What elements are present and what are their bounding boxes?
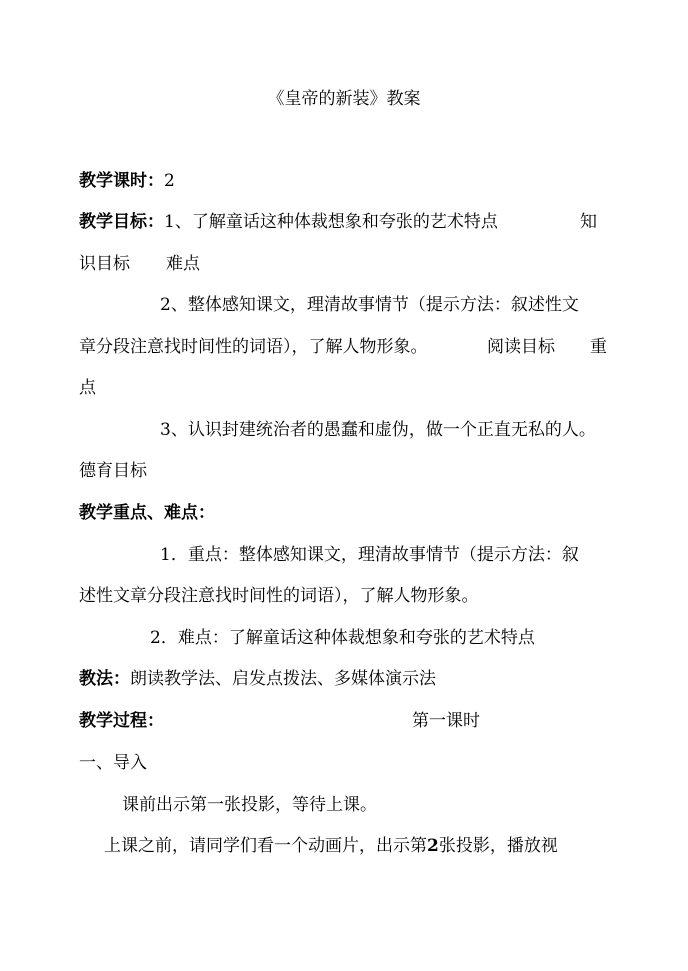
- key-point-2: 2．难点：了解童话这种体裁想象和夸张的艺术特点: [150, 628, 535, 648]
- teaching-hours-value: 2: [164, 171, 175, 191]
- goal-1-tags-line: [79, 253, 200, 275]
- paragraph-2: [104, 835, 558, 857]
- key-points-label: 教学重点、难点：: [79, 503, 215, 523]
- goal-1-tag-knowledge: 知: [580, 212, 597, 232]
- teaching-hours-line: [79, 170, 175, 192]
- key-point-1-line-1: 1．重点：整体感知课文，理清故事情节（提示方法：叙: [160, 545, 579, 565]
- paragraph-1: 课前出示第一张投影，等待上课。: [122, 795, 377, 815]
- method-line: [79, 668, 436, 690]
- method-label: 教法：: [79, 669, 130, 689]
- goal-2-tag-key-2: 点: [79, 378, 96, 398]
- goal-1-text: 1、了解童话这种体裁想象和夸张的艺术特点: [164, 212, 498, 232]
- paragraph-2-number: 2: [427, 836, 439, 856]
- paragraph-2-part-2: 张投影，播放视: [438, 836, 558, 856]
- goal-1-tag-target: 识目标: [79, 254, 130, 274]
- goals-line-1: [79, 211, 498, 233]
- lesson-label: 第一课时: [412, 711, 480, 731]
- process-label: 教学过程：: [79, 711, 164, 731]
- section-1-heading: 一、导入: [79, 753, 147, 773]
- goal-1-tag-difficulty: 难点: [166, 254, 200, 274]
- paragraph-2-part-1: 上课之前，请同学们看一个动画片，出示第: [104, 836, 427, 856]
- goal-2-tag-key-1: 重: [590, 337, 607, 357]
- goal-2-tag-reading: 阅读目标: [487, 337, 555, 357]
- goal-2-line-2: [79, 336, 428, 358]
- document-title: 《皇帝的新装》教案: [267, 89, 421, 109]
- goals-label: 教学目标：: [79, 212, 164, 232]
- goal-3-line-1: 3、认识封建统治者的愚蠢和虚伪，做一个正直无私的人。: [160, 420, 596, 440]
- goal-3-tag-moral: 德育目标: [79, 461, 147, 481]
- teaching-hours-label: 教学课时：: [79, 171, 164, 191]
- key-point-1-line-2: 述性文章分段注意找时间性的词语），了解人物形象。: [79, 586, 479, 606]
- method-text: 朗读教学法、启发点拨法、多媒体演示法: [130, 669, 436, 689]
- goal-2-line-1: 2、整体感知课文，理清故事情节（提示方法：叙述性文: [160, 295, 579, 315]
- goal-2-text: 章分段注意找时间性的词语），了解人物形象。: [79, 337, 428, 357]
